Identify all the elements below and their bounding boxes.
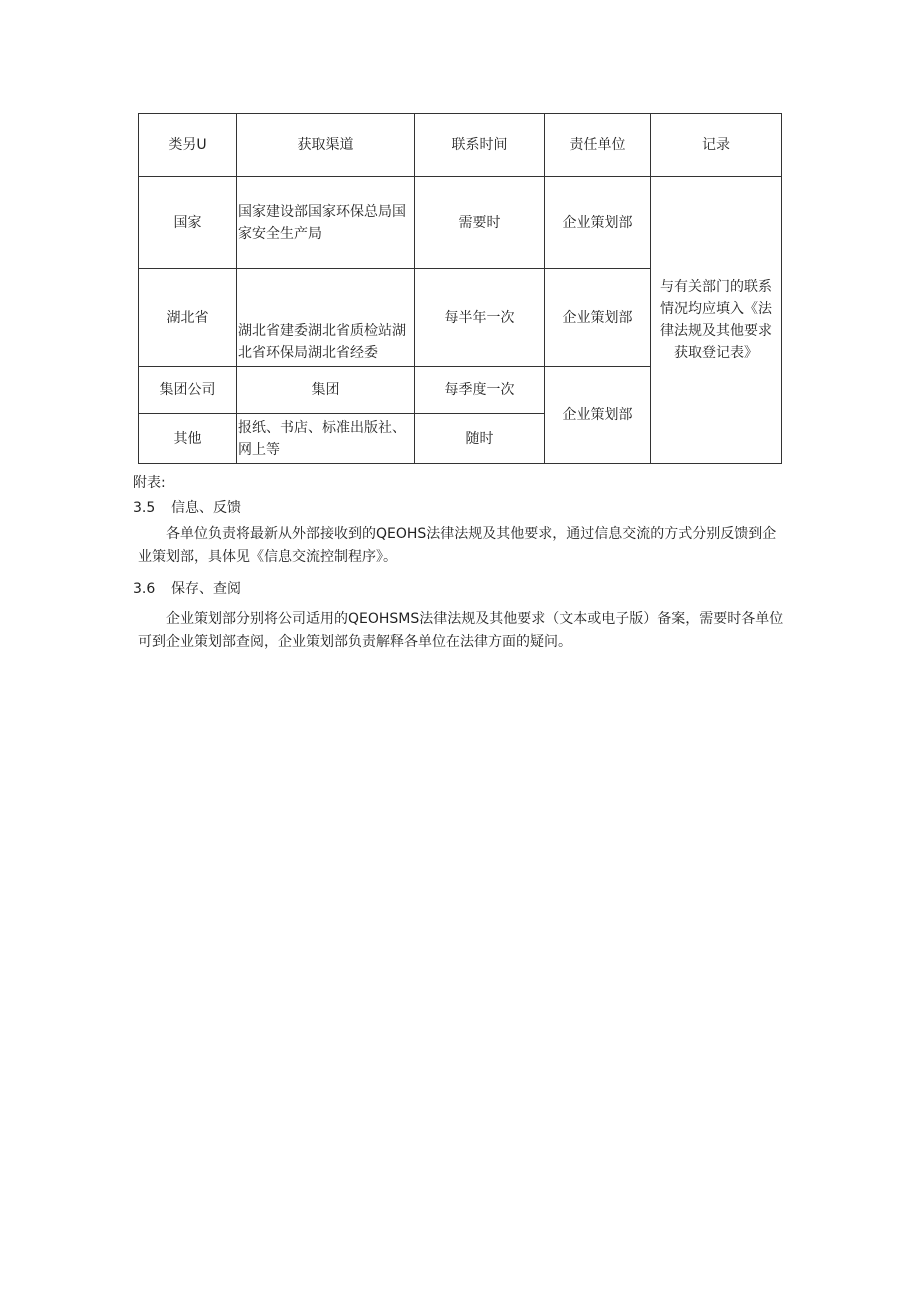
header-channel: 获取渠道 [237, 114, 415, 177]
cell-contact-time: 每季度一次 [415, 367, 545, 414]
cell-contact-time: 随时 [415, 414, 545, 464]
cell-channel: 报纸、书店、标准出版社、网上等 [237, 414, 415, 464]
section-body-3-5: 各单位负责将最新从外部接收到的QEOHS法律法规及其他要求，通过信息交流的方式分别反馈到企业策划部，具体见《信息交流控制程序》。 [138, 526, 777, 565]
cell-responsible-unit: 企业策划部 [545, 177, 651, 269]
section-number: 3.6 [133, 581, 156, 597]
cell-responsible-unit: 企业策划部 [545, 269, 651, 367]
section-number: 3.5 [133, 500, 156, 516]
appendix-label: 附表: [133, 475, 166, 491]
section-heading-3-5 [133, 497, 241, 519]
table-row [139, 177, 782, 269]
regulation-channel-table [138, 113, 782, 464]
section-heading-3-6 [133, 578, 241, 600]
cell-channel: 集团 [237, 367, 415, 414]
header-record: 记录 [651, 114, 782, 177]
cell-record-note: 与有关部门的联系情况均应填入《法律法规及其他要求获取登记表》 [651, 177, 782, 464]
cell-channel: 国家建设部国家环保总局国家安全生产局 [237, 177, 415, 269]
cell-contact-time: 需要时 [415, 177, 545, 269]
cell-responsible-unit: 企业策划部 [545, 367, 651, 464]
section-title: 信息、反馈 [171, 500, 241, 516]
cell-category: 集团公司 [139, 367, 237, 414]
table-header-row [139, 114, 782, 177]
cell-category: 其他 [139, 414, 237, 464]
section-body-3-6: 企业策划部分别将公司适用的QEOHSMS法律法规及其他要求（文本或电子版）备案，需要时各单位可到企业策划部查阅，企业策划部负责解释各单位在法律方面的疑问。 [138, 611, 784, 650]
header-contact-time: 联系时间 [415, 114, 545, 177]
cell-channel: 湖北省建委湖北省质检站湖北省环保局湖北省经委 [237, 269, 415, 367]
header-category: 类另U [139, 114, 237, 177]
cell-category: 国家 [139, 177, 237, 269]
header-responsible-unit: 责任单位 [545, 114, 651, 177]
cell-contact-time: 每半年一次 [415, 269, 545, 367]
section-title: 保存、查阅 [171, 581, 241, 597]
cell-category: 湖北省 [139, 269, 237, 367]
